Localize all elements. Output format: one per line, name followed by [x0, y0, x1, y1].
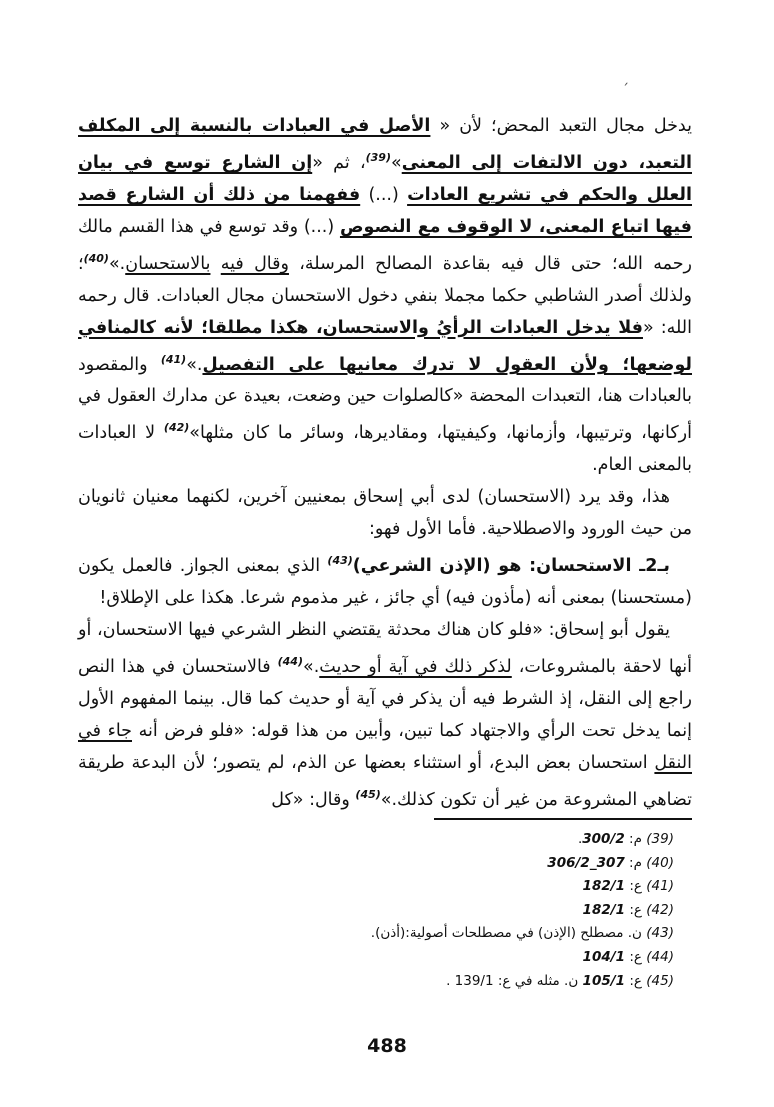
footnote-separator — [434, 818, 692, 820]
footnote-number: (43) — [646, 925, 674, 942]
main-text — [78, 110, 692, 816]
footnote-reference: (39) — [365, 151, 391, 164]
page-number: 488 — [367, 1035, 407, 1057]
text-run: ؛ ولذلك أصدر الشاطبي حكما مجملا بنفي دخول الاستحسان مجال العبادات. قال رحمه الله: « — [78, 253, 692, 338]
quoted-text: الأصل في العبادات بالنسبة إلى المكلف التعبد، دون الالتفات إلى المعنى — [78, 116, 692, 173]
footnote-page: 182/1 — [582, 878, 626, 895]
footnote-number: (42) — [646, 901, 674, 918]
footnote-reference: (42) — [163, 421, 190, 435]
text-run: والمقصود بالعبادات هنا، التعبدات المحضة «كالصلوات حين وضعت، بعيدة عن مدارك العقول في أركانها، وترتيبها، وأزمانها، وكيفيتها، ومقاديرها، وسائر ما كان مثلها» — [78, 354, 692, 444]
text-run: هذا، وقد يرد (الاستحسان) لدى أبي إسحاق بمعنيين آخرين، لكنهما معنيان ثانويان من حيث الورود والاصطلاحية. فأما الأول فهو: — [78, 487, 692, 540]
paragraph — [78, 481, 692, 545]
paragraph — [78, 110, 692, 481]
footnote-source: ع: — [625, 878, 647, 895]
footnote — [371, 946, 674, 970]
footnote-reference: (40) — [83, 251, 109, 265]
footnote-source: م: — [624, 831, 647, 847]
footnote-number: (41) — [646, 878, 674, 895]
footnote-extra: . — [577, 831, 583, 847]
footnote-page: 105/1 — [582, 972, 626, 989]
quoted-text: وقال فيه — [220, 253, 289, 274]
text-run: يقول أبو إسحاق: «فلو كان هناك محدثة يقتضي النظر الشرعي فيها الاستحسان، أو أنها لاحقة بالمشروعات، — [78, 620, 693, 677]
footnote-source: ع: — [625, 901, 647, 918]
paragraph — [78, 545, 692, 614]
quoted-text: جاء في النقل — [78, 720, 692, 773]
footnote-number: (40) — [646, 854, 674, 871]
text-run: وقال: «كل — [271, 789, 356, 810]
footnote-source: ن. مصطلح (الإذن) في مصطلحات أصولية:(أذن). — [370, 925, 647, 942]
footnote-source: ع: — [625, 972, 647, 989]
text-run: (...) — [360, 184, 408, 205]
footnote-page: 307_306/2 — [547, 854, 625, 871]
text-run: (...) وقد توسع في هذا القسم مالك رحمه الله؛ حتى قال فيه بقاعدة المصالح المرسلة، — [78, 216, 692, 274]
footnote-reference: (45) — [355, 787, 381, 801]
text-run: استحسان بعض البدع، أو استثناء بعضها عن الذم، لم يتصور؛ لأن البدعة طريقة تضاهي المشروعة من غير أن تكون كذلك.» — [78, 752, 692, 810]
footnote — [371, 922, 674, 946]
footnote-source: م: — [624, 854, 647, 871]
footnote — [371, 899, 674, 923]
footnote-reference: (43) — [327, 554, 353, 568]
footnote-extra: ن. مثله في ع: 139/1 . — [446, 972, 583, 989]
footnote-number: (44) — [646, 948, 674, 965]
footnote-page: 300/2 — [582, 831, 625, 847]
footnote-page: 104/1 — [582, 948, 626, 965]
text-run: » — [391, 152, 402, 173]
text-run: .» — [108, 253, 126, 274]
footnote-number: (45) — [646, 972, 674, 989]
margin-mark: ˏ — [622, 70, 629, 86]
text-run: الذي بمعنى الجواز. فالعمل يكون (مستحسنا) بمعنى أنه (مأذون فيه) أي جائز ، غير مذموم شرعا. هكذا على الإطلاق! — [78, 556, 692, 609]
footnote — [371, 852, 674, 876]
footnote — [371, 828, 674, 852]
text-run: .» — [186, 354, 203, 375]
text-run: بـ2ـ الاستحسان: هو (الإذن الشرعي) — [352, 556, 670, 577]
text-run — [210, 254, 220, 274]
text-run: ، ثم « — [312, 152, 366, 173]
text-run: .» — [302, 656, 320, 677]
footnote — [371, 970, 674, 994]
quoted-text: فلا يدخل العبادات الرأيُ والاستحسان، هكذا مطلقا؛ لأنه كالمنافي لوضعها؛ ولأن العقول لا تدرك معانيها على التفصيل — [78, 317, 692, 375]
footnote-source: ع: — [625, 948, 647, 965]
text-run: لا العبادات بالمعنى العام. — [78, 423, 692, 476]
footnote-reference: (44) — [277, 655, 303, 669]
footnote-reference: (41) — [160, 352, 187, 366]
quoted-text: ففهمنا من ذلك أن الشارع قصد فيها اتباع المعنى، لا الوقوف مع النصوص — [78, 184, 692, 237]
footnote — [371, 875, 674, 899]
text-run: فالاستحسان في هذا النص راجع إلى النقل، إذ الشرط فيه أن يذكر في آية أو حديث كما قال. بينما المفهوم الأول إنما يدخل تحت الرأي والاجتهاد كما تبين، وأبين من هذا قوله: «فلو فرض أنه — [78, 656, 692, 741]
footnote-number: (39) — [646, 831, 674, 847]
quoted-text: إن الشارع توسع في بيان العلل والحكم في تشريع العادات — [78, 152, 692, 205]
quoted-text: بالاستحسان — [125, 253, 211, 274]
footnote-page: 182/1 — [582, 901, 626, 918]
paragraph — [78, 614, 692, 816]
quoted-text: لذكر ذلك في آية أو حديث — [319, 656, 512, 677]
footnotes — [371, 828, 674, 993]
text-run: يدخل مجال التعبد المحض؛ لأن « — [430, 116, 692, 136]
